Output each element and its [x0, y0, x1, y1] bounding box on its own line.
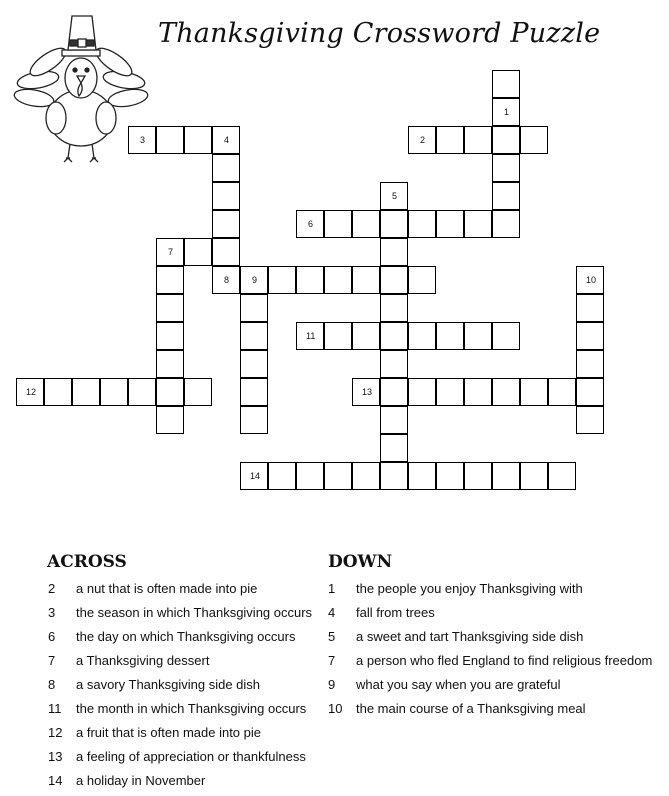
crossword-cell[interactable] — [268, 266, 296, 294]
across-heading: ACROSS — [47, 552, 127, 572]
clue-text: a holiday in November — [76, 773, 206, 788]
crossword-cell[interactable] — [352, 210, 380, 238]
cell-number: 7 — [168, 247, 174, 257]
crossword-cell[interactable] — [380, 266, 408, 294]
crossword-cell[interactable] — [212, 210, 240, 238]
crossword-cell[interactable] — [492, 154, 520, 182]
crossword-cell[interactable] — [436, 322, 464, 350]
crossword-cell[interactable] — [380, 406, 408, 434]
cell-number: 6 — [308, 219, 314, 229]
clue-number: 7 — [48, 653, 56, 668]
crossword-cell[interactable] — [352, 322, 380, 350]
cell-number: 11 — [306, 331, 316, 341]
crossword-cell[interactable] — [352, 462, 380, 490]
down-clue — [328, 677, 561, 693]
across-clue — [48, 605, 312, 621]
clue-text: the season in which Thanksgiving occurs — [76, 605, 313, 620]
crossword-cell[interactable] — [240, 294, 268, 322]
crossword-cell[interactable] — [436, 210, 464, 238]
crossword-cell[interactable] — [492, 462, 520, 490]
crossword-cell[interactable] — [408, 322, 436, 350]
crossword-cell[interactable] — [324, 462, 352, 490]
crossword-cell[interactable] — [520, 378, 548, 406]
crossword-cell[interactable] — [492, 126, 520, 154]
clue-number: 11 — [48, 701, 62, 716]
clue-text: a Thanksgiving dessert — [76, 653, 210, 668]
crossword-cell[interactable] — [156, 266, 184, 294]
crossword-cell[interactable] — [156, 406, 184, 434]
clue-number: 6 — [48, 629, 56, 644]
crossword-cell[interactable] — [128, 378, 156, 406]
clue-number: 13 — [48, 749, 63, 764]
across-clue — [48, 701, 306, 717]
across-clue — [48, 749, 306, 765]
cell-number: 2 — [420, 135, 426, 145]
crossword-cell[interactable] — [212, 182, 240, 210]
clue-number: 9 — [328, 677, 336, 692]
crossword-cell[interactable] — [72, 378, 100, 406]
crossword-cell[interactable] — [212, 238, 240, 266]
clue-number: 3 — [48, 605, 56, 620]
crossword-cell[interactable] — [464, 210, 492, 238]
clue-text: a feeling of appreciation or thankfulness — [76, 749, 306, 764]
crossword-cell[interactable] — [464, 462, 492, 490]
crossword-cell[interactable] — [100, 378, 128, 406]
crossword-cell[interactable] — [324, 322, 352, 350]
crossword-cell[interactable] — [436, 378, 464, 406]
crossword-cell[interactable] — [240, 322, 268, 350]
clue-number: 8 — [48, 677, 56, 692]
across-clue — [48, 629, 295, 645]
clue-number: 7 — [328, 653, 336, 668]
crossword-cell[interactable] — [576, 294, 604, 322]
down-clue — [328, 653, 652, 669]
crossword-cell[interactable] — [464, 322, 492, 350]
clue-number: 2 — [48, 581, 56, 596]
crossword-cell[interactable] — [44, 378, 72, 406]
crossword-cell[interactable] — [380, 378, 408, 406]
crossword-cell[interactable] — [464, 126, 492, 154]
cell-number: 5 — [392, 191, 398, 201]
crossword-cell[interactable] — [296, 462, 324, 490]
clue-text: the people you enjoy Thanksgiving with — [356, 581, 583, 596]
clue-text: a savory Thanksgiving side dish — [76, 677, 261, 692]
cell-number: 4 — [224, 135, 230, 145]
crossword-cell[interactable] — [576, 322, 604, 350]
crossword-cell[interactable] — [380, 210, 408, 238]
cell-number: 8 — [224, 275, 230, 285]
crossword-cell[interactable] — [464, 378, 492, 406]
clue-number: 5 — [328, 629, 336, 644]
clue-number: 10 — [328, 701, 343, 716]
cell-number: 9 — [252, 275, 258, 285]
crossword-cell[interactable] — [520, 462, 548, 490]
crossword-cell[interactable] — [576, 378, 604, 406]
clue-text: the month in which Thanksgiving occurs — [76, 701, 307, 716]
crossword-cell[interactable] — [324, 266, 352, 294]
crossword-cell[interactable] — [156, 322, 184, 350]
clue-number: 4 — [328, 605, 336, 620]
crossword-cell[interactable] — [576, 350, 604, 378]
crossword-cell[interactable] — [380, 434, 408, 462]
crossword-cell[interactable] — [156, 294, 184, 322]
crossword-cell[interactable] — [380, 294, 408, 322]
crossword-cell[interactable] — [408, 266, 436, 294]
crossword-cell[interactable] — [352, 266, 380, 294]
clue-text: a nut that is often made into pie — [76, 581, 258, 596]
clue-text: fall from trees — [356, 605, 435, 620]
across-clue — [48, 653, 209, 669]
clue-text: the main course of a Thanksgiving meal — [356, 701, 586, 716]
crossword-cell[interactable] — [380, 350, 408, 378]
cell-number: 13 — [362, 387, 373, 397]
clue-text: a sweet and tart Thanksgiving side dish — [356, 629, 584, 644]
crossword-cell[interactable] — [492, 210, 520, 238]
crossword-cell[interactable] — [408, 378, 436, 406]
crossword-cell[interactable] — [436, 462, 464, 490]
cell-number: 14 — [250, 471, 261, 481]
crossword-cell[interactable] — [156, 378, 184, 406]
crossword-cell[interactable] — [492, 322, 520, 350]
crossword-cell[interactable] — [156, 350, 184, 378]
down-clue — [328, 581, 583, 597]
cell-number: 10 — [586, 275, 597, 285]
crossword-cell[interactable] — [548, 462, 576, 490]
cell-number: 3 — [140, 135, 146, 145]
down-clue — [328, 605, 435, 621]
across-clue — [48, 677, 260, 693]
down-clue — [328, 629, 583, 645]
clue-text: what you say when you are grateful — [356, 677, 561, 692]
cell-number: 12 — [26, 387, 37, 397]
crossword-cell[interactable] — [212, 154, 240, 182]
crossword-cell[interactable] — [240, 378, 268, 406]
crossword-cell[interactable] — [548, 378, 576, 406]
crossword-cell[interactable] — [408, 210, 436, 238]
cell-number: 1 — [504, 107, 510, 117]
clue-number: 12 — [48, 725, 63, 740]
crossword-cell[interactable] — [184, 238, 212, 266]
clue-number: 14 — [48, 773, 63, 788]
crossword-cell[interactable] — [296, 266, 324, 294]
clue-text: a person who fled England to find religious freedom — [356, 653, 653, 668]
clue-text: a fruit that is often made into pie — [76, 725, 261, 740]
crossword-cell[interactable] — [240, 350, 268, 378]
crossword-cell[interactable] — [492, 182, 520, 210]
crossword-cell[interactable] — [156, 126, 184, 154]
crossword-cell[interactable] — [184, 126, 212, 154]
crossword-cell[interactable] — [436, 126, 464, 154]
crossword-cell[interactable] — [576, 406, 604, 434]
crossword-cell[interactable] — [380, 462, 408, 490]
across-clue — [48, 581, 257, 597]
crossword-cell[interactable] — [184, 378, 212, 406]
crossword-cell[interactable] — [492, 70, 520, 98]
down-clue — [328, 701, 586, 717]
clue-number: 1 — [328, 581, 336, 596]
across-clue — [48, 725, 261, 741]
page-title: Thanksgiving Crossword Puzzle — [158, 18, 601, 49]
across-clue — [48, 773, 205, 789]
crossword-cell[interactable] — [408, 462, 436, 490]
crossword-cell[interactable] — [324, 210, 352, 238]
crossword-cell[interactable] — [492, 378, 520, 406]
down-heading: DOWN — [328, 552, 393, 572]
crossword-cell[interactable] — [240, 406, 268, 434]
crossword-cell[interactable] — [380, 238, 408, 266]
clue-text: the day on which Thanksgiving occurs — [76, 629, 296, 644]
crossword-cell[interactable] — [380, 322, 408, 350]
crossword-cell[interactable] — [520, 126, 548, 154]
crossword-cell[interactable] — [268, 462, 296, 490]
